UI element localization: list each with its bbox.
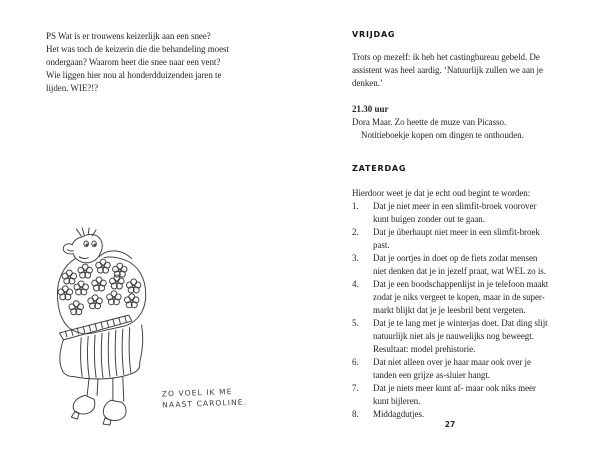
- text-line: ZO VOEL IK ME: [161, 387, 233, 399]
- text-line: lijden. WIE?!?: [46, 83, 99, 93]
- cartoon-figure-svg: [55, 226, 151, 430]
- text-line: zodat je niks vergeet te kopen, maar in de super-: [373, 292, 545, 302]
- numbered-list: [352, 200, 548, 421]
- text-line: Dat je überhaupt niet meer in een slimfit-broek: [373, 227, 540, 237]
- text-line: Dat je niet meer in een slimfit-broek voorover: [373, 201, 537, 211]
- list-item-number: 5.: [352, 318, 359, 328]
- list-item-text: [373, 317, 548, 356]
- text-line: PS Wat is er trouwens keizerlijk aan een snee?: [46, 31, 211, 41]
- handwritten-caption: [162, 386, 248, 411]
- ps-paragraph: [46, 30, 229, 95]
- list-item-text: [373, 252, 546, 278]
- list-item-number: 4.: [352, 279, 359, 289]
- text-line: markt blijkt dat je je leesbril bent vergeten.: [373, 305, 526, 315]
- text-line: Dat niet alleen over je haar maar ook over je: [373, 357, 531, 367]
- text-line: Wie liggen hier nou al honderdduizenden jaren te: [46, 70, 222, 80]
- section-header-friday: VRIJDAG: [352, 30, 396, 39]
- time-label: 21.30 uur: [352, 104, 389, 114]
- list-item: [352, 356, 548, 382]
- text-line: Resultaat: model prehistorie.: [373, 344, 476, 354]
- text-line: niet denken dat je in jezelf praat, wat WEL zo is.: [373, 266, 546, 276]
- list-item: [352, 200, 548, 226]
- list-item-text: [373, 200, 536, 226]
- list-item: [352, 317, 548, 356]
- friday-paragraph: [352, 51, 543, 90]
- list-item-text: [373, 382, 536, 408]
- saturday-intro: Hierdoor weet je dat je echt oud begint te worden:: [352, 188, 531, 198]
- list-item-number: 1.: [352, 201, 359, 211]
- text-line: Trots op mezelf: ik heb het castingbureau gebeld. De: [352, 52, 540, 62]
- page-number: 27: [444, 420, 456, 429]
- text-line: kunt bijleren.: [373, 396, 421, 406]
- friday-time-paragraph: [352, 116, 524, 142]
- text-line: Dat je een boodschappenlijst in je telefoon maakt: [373, 279, 549, 289]
- text-line: tanden een grijze as-sluier hangt.: [373, 370, 491, 380]
- text-line: Middagdutjes.: [373, 409, 425, 419]
- list-item: [352, 382, 548, 408]
- list-item-number: 3.: [352, 253, 359, 263]
- list-item-number: 2.: [352, 227, 359, 237]
- list-item: [352, 226, 548, 252]
- text-line: assistent was heel aardig. ‘Natuurlijk zullen we aan je: [352, 65, 543, 75]
- cartoon-figure-illustration: [55, 226, 151, 430]
- text-line: natuurlijk niet als je nauwelijks nog beweegt.: [373, 331, 534, 341]
- text-line: Dat je niets meer kunt af- maar ook niks meer: [373, 383, 536, 393]
- list-item: [352, 278, 548, 317]
- list-item-number: 6.: [352, 357, 359, 367]
- text-line: NAAST CAROLINE.: [162, 397, 248, 410]
- text-line: kunt buigen zonder out te gaan.: [373, 214, 485, 224]
- text-line: Het was toch de keizerin die die behandeling moest: [46, 44, 229, 54]
- text-line: Dat je oortjes in doet op de fiets zodat mensen: [373, 253, 538, 263]
- text-line: Dora Maar. Zo heette de muze van Picasso.: [352, 117, 507, 127]
- list-item-number: 7.: [352, 383, 359, 393]
- list-item-text: [373, 278, 548, 317]
- text-line: Dat je te lang met je winterjas doet. Dat ding slijt: [373, 318, 548, 328]
- list-item-number: 8.: [352, 409, 359, 419]
- text-line: denken.’: [352, 78, 383, 88]
- text-line: ondergaan? Waarom heet die snee naar een vent?: [46, 57, 221, 67]
- text-line: past.: [373, 240, 390, 250]
- list-item-text: [373, 226, 540, 252]
- list-item-text: [373, 356, 531, 382]
- text-line: Notitieboekje kopen om dingen te onthouden.: [361, 130, 524, 140]
- list-item: [352, 252, 548, 278]
- section-header-saturday: ZATERDAG: [352, 164, 407, 173]
